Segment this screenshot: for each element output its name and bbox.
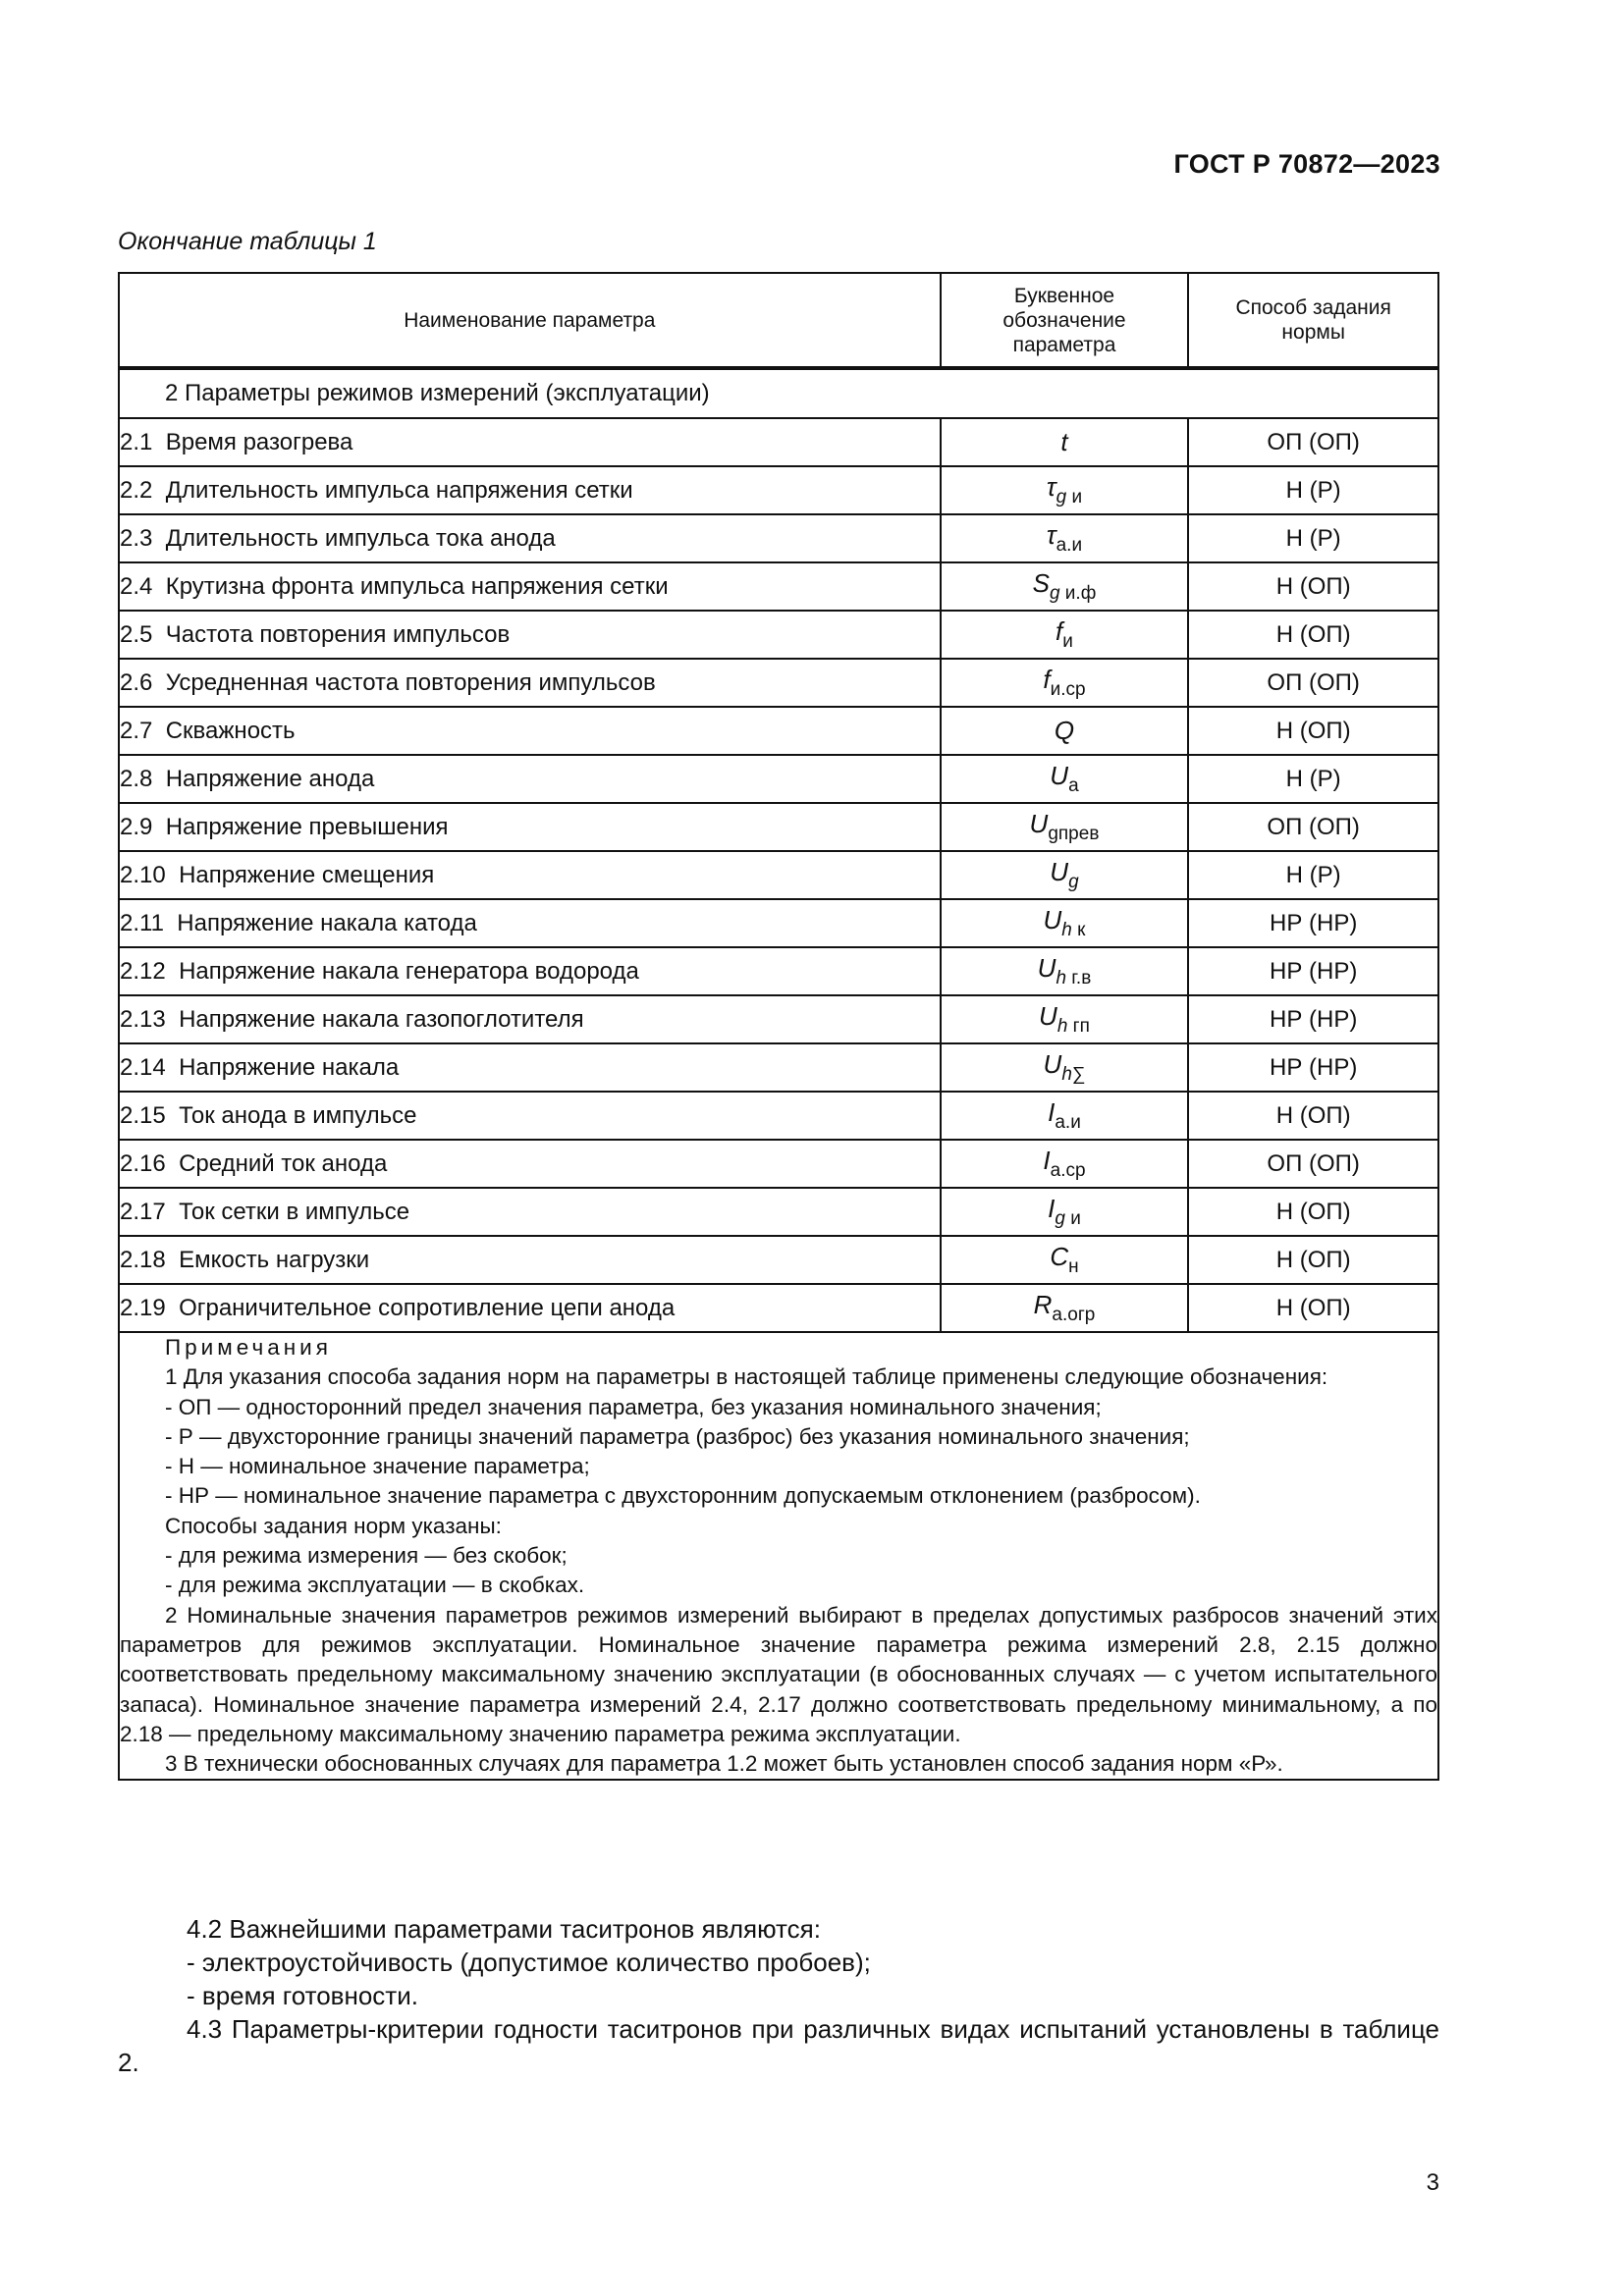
parameter-symbol (941, 1188, 1189, 1236)
parameter-symbol (941, 659, 1189, 707)
symbol-subscript-italic: g (1056, 487, 1067, 507)
parameter-symbol (941, 1284, 1189, 1332)
symbol-subscript (1052, 1305, 1095, 1325)
parameter-number: 2.15 (120, 1101, 166, 1129)
parameter-number: 2.18 (120, 1246, 166, 1273)
parameter-name (119, 803, 941, 851)
symbol-subscript (1048, 824, 1099, 844)
parameter-symbol (941, 418, 1189, 466)
note-def-r: - Р — двухсторонние границы значений параметра (разброс) без указания номинального значения; (165, 1423, 1190, 1449)
table-row (119, 514, 1438, 562)
parameter-symbol (941, 1140, 1189, 1188)
parameter-number: 2.2 (120, 476, 153, 504)
parameter-symbol (941, 466, 1189, 514)
parameter-label: Напряжение анода (165, 765, 375, 792)
note-3: 3 В технически обоснованных случаях для параметра 1.2 может быть установлен способ задания норм «Р». (165, 1751, 1283, 1777)
symbol-subscript-text: и.ср (1050, 679, 1086, 700)
symbol-subscript (1050, 583, 1096, 604)
parameter-name (119, 851, 941, 899)
table-row (119, 562, 1438, 611)
parameter-number: 2.14 (120, 1053, 166, 1081)
symbol-main: C (1050, 1242, 1069, 1271)
norm-method: Н (Р) (1188, 851, 1438, 899)
symbol-subscript-text: gпрев (1048, 824, 1100, 844)
norm-method: Н (ОП) (1188, 1284, 1438, 1332)
table-row (119, 1236, 1438, 1284)
parameter-name (119, 514, 941, 562)
parameter-number: 2.11 (120, 909, 164, 936)
symbol-subscript-text: г.в (1066, 968, 1092, 988)
parameter-label: Длительность импульса тока анода (165, 524, 556, 552)
table-notes (119, 1332, 1438, 1780)
parameter-name (119, 707, 941, 755)
symbol-subscript-text: а.и (1056, 535, 1083, 556)
symbol-subscript (1061, 920, 1085, 940)
table-row (119, 466, 1438, 514)
table-row (119, 707, 1438, 755)
parameter-name (119, 1284, 941, 1332)
notes-row (119, 1332, 1438, 1780)
symbol-subscript (1056, 968, 1091, 988)
parameter-number: 2.3 (120, 524, 153, 552)
parameter-symbol (941, 1092, 1189, 1140)
symbol-main: Q (1054, 716, 1075, 745)
symbol-main: I (1043, 1146, 1051, 1175)
symbol-subscript-text: а.и (1055, 1112, 1081, 1133)
parameter-symbol (941, 707, 1189, 755)
header-symbol-line: обозначение (1002, 308, 1126, 332)
paragraph-4-2: 4.2 Важнейшими параметрами таситронов являются: (187, 1914, 821, 1944)
parameter-name (119, 755, 941, 803)
symbol-subscript-text: ∑ (1071, 1064, 1086, 1085)
note-methods-title: Способы задания норм указаны: (165, 1513, 502, 1538)
symbol-subscript-italic: h (1056, 968, 1067, 988)
table-row (119, 851, 1438, 899)
parameter-label: Скважность (165, 717, 296, 744)
parameter-label: Усредненная частота повторения импульсов (165, 668, 656, 696)
parameter-number: 2.16 (120, 1149, 166, 1177)
symbol-subscript (1051, 679, 1086, 700)
standard-code: ГОСТ Р 70872—2023 (1173, 149, 1440, 179)
symbol-subscript-text: н (1068, 1256, 1079, 1277)
symbol-main: U (1039, 1001, 1057, 1031)
symbol-subscript-text: гп (1067, 1016, 1090, 1037)
norm-method: Н (Р) (1188, 466, 1438, 514)
parameter-number: 2.10 (120, 861, 166, 888)
parameter-name (119, 899, 941, 947)
table-row (119, 803, 1438, 851)
parameter-label: Напряжение накала катода (177, 909, 477, 936)
parameter-symbol (941, 562, 1189, 611)
parameter-number: 2.8 (120, 765, 153, 792)
parameter-label: Напряжение накала генератора водорода (179, 957, 639, 985)
parameter-name (119, 947, 941, 995)
parameter-label: Ток анода в импульсе (179, 1101, 417, 1129)
parameter-symbol (941, 851, 1189, 899)
symbol-main: U (1043, 1049, 1062, 1079)
parameter-label: Время разогрева (165, 428, 353, 455)
header-symbol (941, 273, 1189, 368)
symbol-subscript-text: а.ср (1050, 1160, 1086, 1181)
symbol-subscript-italic: h (1061, 920, 1072, 940)
norm-method: Н (ОП) (1188, 707, 1438, 755)
note-1: 1 Для указания способа задания норм на параметры в настоящей таблице применены следующие обозначения: (165, 1364, 1328, 1390)
table-row (119, 1140, 1438, 1188)
parameter-number: 2.17 (120, 1198, 166, 1225)
note-def-n: - Н — номинальное значение параметра; (165, 1454, 590, 1479)
symbol-main: I (1048, 1097, 1056, 1127)
paragraph-4-2-item: - время готовности. (187, 1981, 418, 2010)
header-norm-line: нормы (1281, 321, 1345, 344)
header-symbol-line: параметра (1012, 333, 1116, 356)
parameter-name (119, 659, 941, 707)
parameter-symbol (941, 755, 1189, 803)
notes-title: Примечания (165, 1335, 332, 1360)
parameter-number: 2.13 (120, 1005, 166, 1033)
parameter-name (119, 1188, 941, 1236)
note-methods-measure: - для режима измерения — без скобок; (165, 1543, 568, 1569)
parameter-name (119, 995, 941, 1043)
parameter-number: 2.12 (120, 957, 166, 985)
norm-method: Н (ОП) (1188, 1188, 1438, 1236)
parameter-name (119, 1236, 941, 1284)
symbol-subscript (1055, 1208, 1080, 1229)
parameter-name (119, 1043, 941, 1092)
symbol-main: U (1037, 953, 1056, 983)
parameter-number: 2.5 (120, 620, 153, 648)
symbol-subscript (1057, 1016, 1090, 1037)
symbol-main: U (1050, 857, 1069, 886)
norm-method: НР (НР) (1188, 995, 1438, 1043)
symbol-subscript-text: к (1071, 920, 1086, 940)
symbol-subscript-italic: h (1061, 1064, 1072, 1085)
norm-method: ОП (ОП) (1188, 659, 1438, 707)
symbol-main: t (1060, 427, 1068, 456)
symbol-subscript (1056, 535, 1082, 556)
note-2: 2 Номинальные значения параметров режимов измерений выбирают в пределах допустимых разбросов значений этих параметров для режимов эксплуатации. Номинальное значение параметра режима измерений 2.8, 2.15 должно соответствовать предельному максимальному значению эксплуатации (в обоснованных случаях — с учетом испытательного запаса). Номинальное значение параметра измерений 2.4, 2.17 должно соответствовать предельному минимальному, а по 2.18 — предельному максимальному значению параметра режима эксплуатации. (120, 1602, 1437, 1746)
symbol-subscript (1062, 631, 1073, 652)
group-title: 2 Параметры режимов измерений (эксплуатации) (119, 368, 1438, 418)
symbol-subscript-text: а.огр (1052, 1305, 1096, 1325)
body-text (118, 1912, 1439, 2079)
table-row (119, 1188, 1438, 1236)
parameter-name (119, 466, 941, 514)
parameter-number: 2.19 (120, 1294, 166, 1321)
symbol-main: R (1033, 1290, 1053, 1319)
parameter-label: Напряжение накала газопоглотителя (179, 1005, 584, 1033)
parameter-label: Напряжение накала (179, 1053, 400, 1081)
parameter-symbol (941, 1043, 1189, 1092)
norm-method: Н (ОП) (1188, 1092, 1438, 1140)
parameter-name (119, 611, 941, 659)
parameter-symbol (941, 803, 1189, 851)
table-caption: Окончание таблицы 1 (118, 228, 377, 255)
parameter-symbol (941, 1236, 1189, 1284)
norm-method: НР (НР) (1188, 1043, 1438, 1092)
symbol-main: f (1043, 665, 1051, 694)
parameter-label: Длительность импульса напряжения сетки (165, 476, 633, 504)
parameter-number: 2.6 (120, 668, 153, 696)
symbol-subscript-italic: g (1049, 583, 1060, 604)
symbol-subscript-text: и (1064, 1208, 1081, 1229)
note-methods-operate: - для режима эксплуатации — в скобках. (165, 1573, 585, 1598)
header-norm-line: Способ задания (1235, 296, 1391, 319)
norm-method: ОП (ОП) (1188, 803, 1438, 851)
parameter-label: Ограничительное сопротивление цепи анода (179, 1294, 676, 1321)
parameter-name (119, 1092, 941, 1140)
symbol-subscript (1068, 872, 1079, 892)
table-header-row (119, 273, 1438, 368)
paragraph-4-2-item: - электроустойчивость (допустимое количество пробоев); (187, 1948, 871, 1977)
page-number: 3 (1426, 2169, 1439, 2196)
symbol-subscript-italic: g (1068, 872, 1079, 892)
symbol-subscript-text: и (1062, 631, 1073, 652)
symbol-main: τ (1046, 472, 1056, 502)
parameter-number: 2.1 (120, 428, 153, 455)
symbol-main: U (1029, 809, 1049, 838)
parameter-name (119, 562, 941, 611)
parameter-number: 2.9 (120, 813, 153, 840)
norm-method: ОП (ОП) (1188, 418, 1438, 466)
parameter-symbol (941, 611, 1189, 659)
symbol-main: U (1050, 761, 1069, 790)
parameter-label: Ток сетки в импульсе (179, 1198, 410, 1225)
symbol-subscript-italic: h (1056, 1016, 1068, 1037)
table-row (119, 418, 1438, 466)
norm-method: Н (Р) (1188, 755, 1438, 803)
symbol-subscript (1055, 1112, 1080, 1133)
parameters-table (118, 272, 1439, 1781)
table-row (119, 1092, 1438, 1140)
symbol-subscript (1061, 1064, 1085, 1085)
group-row (119, 368, 1438, 418)
table-row (119, 947, 1438, 995)
parameter-number: 2.7 (120, 717, 153, 744)
symbol-subscript-italic: g (1055, 1208, 1065, 1229)
symbol-subscript (1051, 1160, 1086, 1181)
parameter-symbol (941, 947, 1189, 995)
header-symbol-line: Буквенное (1013, 284, 1115, 307)
symbol-subscript-text: а (1068, 775, 1079, 796)
table-row (119, 1043, 1438, 1092)
header-parameter-name: Наименование параметра (119, 273, 941, 368)
parameter-label: Частота повторения импульсов (165, 620, 511, 648)
norm-method: Н (Р) (1188, 514, 1438, 562)
parameter-label: Средний ток анода (179, 1149, 388, 1177)
symbol-main: S (1032, 568, 1050, 598)
table-row (119, 755, 1438, 803)
norm-method: ОП (ОП) (1188, 1140, 1438, 1188)
symbol-subscript-text: и (1066, 487, 1083, 507)
parameter-label: Напряжение смещения (179, 861, 435, 888)
symbol-subscript (1068, 1256, 1079, 1277)
symbol-main: f (1056, 616, 1063, 646)
norm-method: НР (НР) (1188, 899, 1438, 947)
symbol-main: U (1043, 905, 1062, 934)
symbol-main: τ (1046, 520, 1056, 550)
symbol-subscript-text: и.ф (1059, 583, 1097, 604)
table-row (119, 899, 1438, 947)
parameter-symbol (941, 899, 1189, 947)
norm-method: Н (ОП) (1188, 611, 1438, 659)
parameter-symbol (941, 514, 1189, 562)
norm-method: НР (НР) (1188, 947, 1438, 995)
parameter-number: 2.4 (120, 572, 153, 600)
header-norm-method (1188, 273, 1438, 368)
parameter-symbol (941, 995, 1189, 1043)
symbol-subscript (1068, 775, 1079, 796)
symbol-subscript (1056, 487, 1082, 507)
table-row (119, 611, 1438, 659)
table-row (119, 659, 1438, 707)
note-def-nr: - НР — номинальное значение параметра с двухсторонним допускаемым отклонением (разбросом). (165, 1483, 1201, 1509)
note-def-op: - ОП — односторонний предел значения параметра, без указания номинального значения; (165, 1394, 1102, 1419)
norm-method: Н (ОП) (1188, 1236, 1438, 1284)
parameter-label: Напряжение превышения (165, 813, 449, 840)
parameter-name (119, 1140, 941, 1188)
norm-method: Н (ОП) (1188, 562, 1438, 611)
paragraph-4-3: 4.3 Параметры-критерии годности таситронов при различных видах испытаний установлены в таблице 2. (118, 2014, 1439, 2077)
symbol-main: I (1048, 1194, 1056, 1223)
table-row (119, 1284, 1438, 1332)
parameter-name (119, 418, 941, 466)
table-row (119, 995, 1438, 1043)
parameter-label: Емкость нагрузки (179, 1246, 370, 1273)
parameter-label: Крутизна фронта импульса напряжения сетки (165, 572, 669, 600)
